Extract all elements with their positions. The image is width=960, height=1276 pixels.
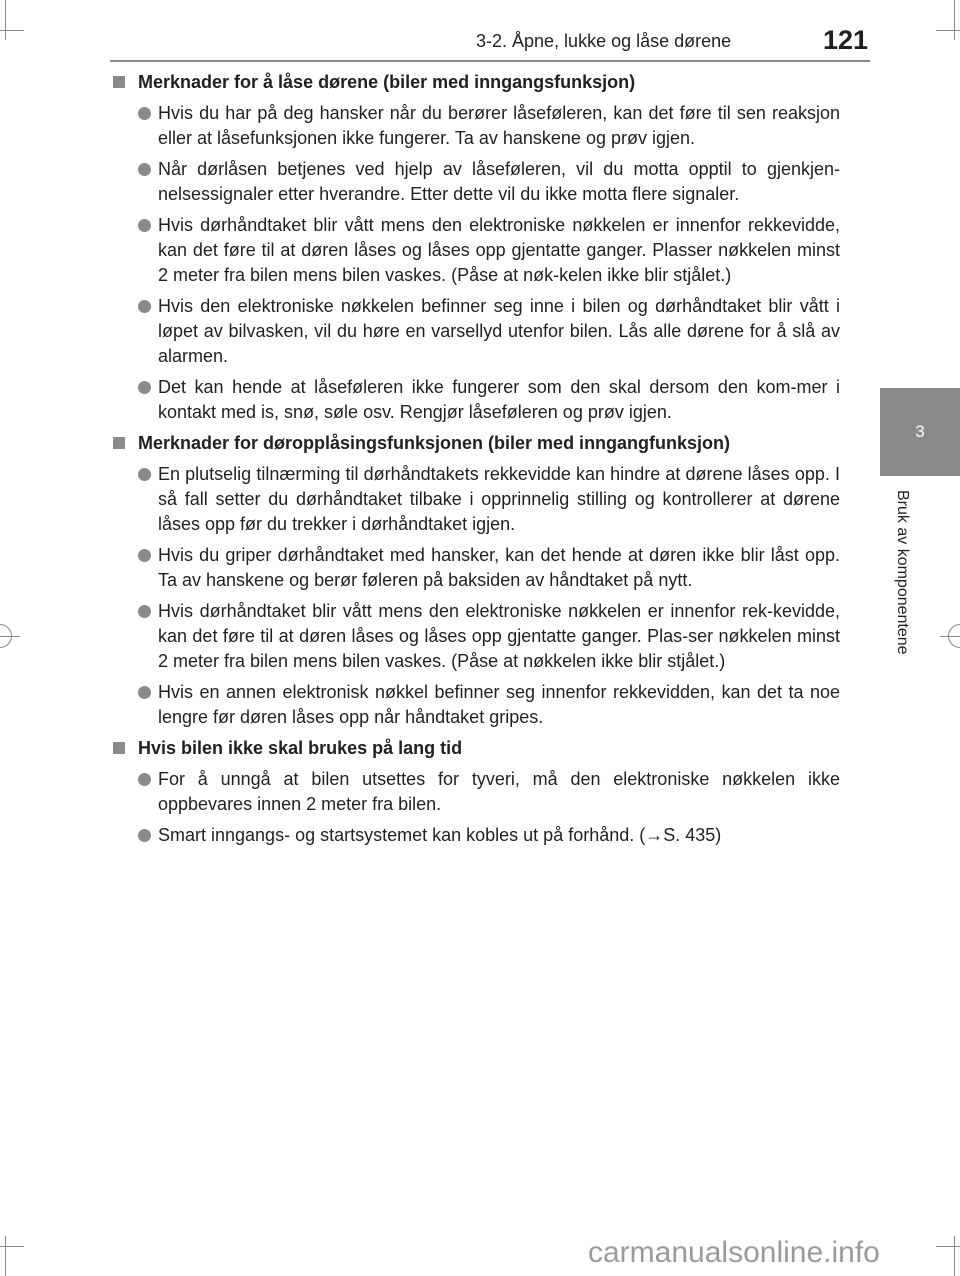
circle-bullet-icon: [138, 381, 151, 394]
section-title: 3-2. Åpne, lukke og låse dørene: [476, 31, 732, 51]
bullet-item: Hvis en annen elektronisk nøkkel befinner seg innenfor rekkevidden, kan det ta noe lengre før døren låses opp når håndtaket gripes.: [110, 680, 840, 730]
square-bullet-icon: [113, 742, 125, 754]
square-bullet-icon: [113, 437, 125, 449]
crop-mark: [954, 1236, 955, 1276]
section-heading: Merknader for døropplåsingsfunksjonen (biler med inngangfunksjon): [110, 431, 840, 456]
circle-bullet-icon: [138, 549, 151, 562]
bullet-item: Når dørlåsen betjenes ved hjelp av låseføleren, vil du motta opptil to gjenkjen-nelsessignaler etter hverandre. Etter dette vil du ikke motta flere signaler.: [110, 157, 840, 207]
bullet-item: Smart inngangs- og startsystemet kan kobles ut på forhånd. (→S. 435): [110, 823, 840, 848]
bullet-item: Hvis dørhåndtaket blir vått mens den elektroniske nøkkelen er innenfor rek-kevidde, kan det føre til at døren låses og låses opp gjentatte ganger. Plas-ser nøkkelen minst 2 meter fra bilen mens bilen vaskes. (Påse at nøkkelen ikke blir stjålet.): [110, 599, 840, 674]
circle-bullet-icon: [138, 686, 151, 699]
bullet-item: En plutselig tilnærming til dørhåndtakets rekkevidde kan hindre at dørene låses opp. I så fall setter du dørhåndtaket tilbake i opprinnelig stilling og kontrollerer at dørene låses opp før du trekker i dørhåndtaket igjen.: [110, 462, 840, 537]
circle-bullet-icon: [138, 107, 151, 120]
crop-mark: [936, 1246, 960, 1247]
page-content: [110, 70, 840, 854]
bullet-item: Det kan hende at låseføleren ikke fungerer som den skal dersom den kom-mer i kontakt med is, snø, søle osv. Rengjør låseføleren og prøv igjen.: [110, 375, 840, 425]
chapter-number: 3: [915, 422, 925, 441]
watermark: carmanualsonline.info: [588, 1236, 880, 1269]
circle-bullet-icon: [138, 219, 151, 232]
bullet-item: Hvis den elektroniske nøkkelen befinner seg inne i bilen og dørhåndtaket blir vått i løpet av bilvasken, vil du høre en varsellyd utenfor bilen. Lås alle dørene for å slå av alarmen.: [110, 294, 840, 369]
crop-mark: [0, 1246, 24, 1247]
section-heading: Merknader for å låse dørene (biler med inngangsfunksjon): [110, 70, 840, 95]
crop-mark: [5, 1236, 6, 1276]
bullet-item: For å unngå at bilen utsettes for tyveri, må den elektroniske nøkkelen ikke oppbevares innen 2 meter fra bilen.: [110, 767, 840, 817]
circle-bullet-icon: [138, 605, 151, 618]
chapter-side-title: [893, 490, 917, 690]
header-rule: [110, 60, 870, 62]
circle-bullet-icon: [138, 300, 151, 313]
section-heading: Hvis bilen ikke skal brukes på lang tid: [110, 736, 840, 761]
chapter-tab: [880, 388, 960, 476]
circle-bullet-icon: [138, 163, 151, 176]
square-bullet-icon: [113, 76, 125, 88]
page-number: 121: [822, 25, 868, 55]
circle-bullet-icon: [138, 829, 151, 842]
chapter-title-text: Bruk av komponentene: [894, 490, 911, 655]
page-header: [0, 0, 960, 64]
bullet-item: Hvis dørhåndtaket blir vått mens den elektroniske nøkkelen er innenfor rekkevidde, kan det føre til at døren låses og låses opp gjentatte ganger. Plasser nøkkelen minst 2 meter fra bilen mens bilen vaskes. (Påse at nøk-kelen ikke blir stjålet.): [110, 213, 840, 288]
registration-mark: [948, 624, 960, 648]
bullet-item: Hvis du griper dørhåndtaket med hansker, kan det hende at døren ikke blir låst opp. Ta av hanskene og berør føleren på baksiden av håndtaket på nytt.: [110, 543, 840, 593]
registration-mark: [0, 624, 12, 648]
circle-bullet-icon: [138, 468, 151, 481]
bullet-item: Hvis du har på deg hansker når du berører låseføleren, kan det føre til sen reaksjon eller at låsefunksjonen ikke fungerer. Ta av hanskene og prøv igjen.: [110, 101, 840, 151]
circle-bullet-icon: [138, 773, 151, 786]
